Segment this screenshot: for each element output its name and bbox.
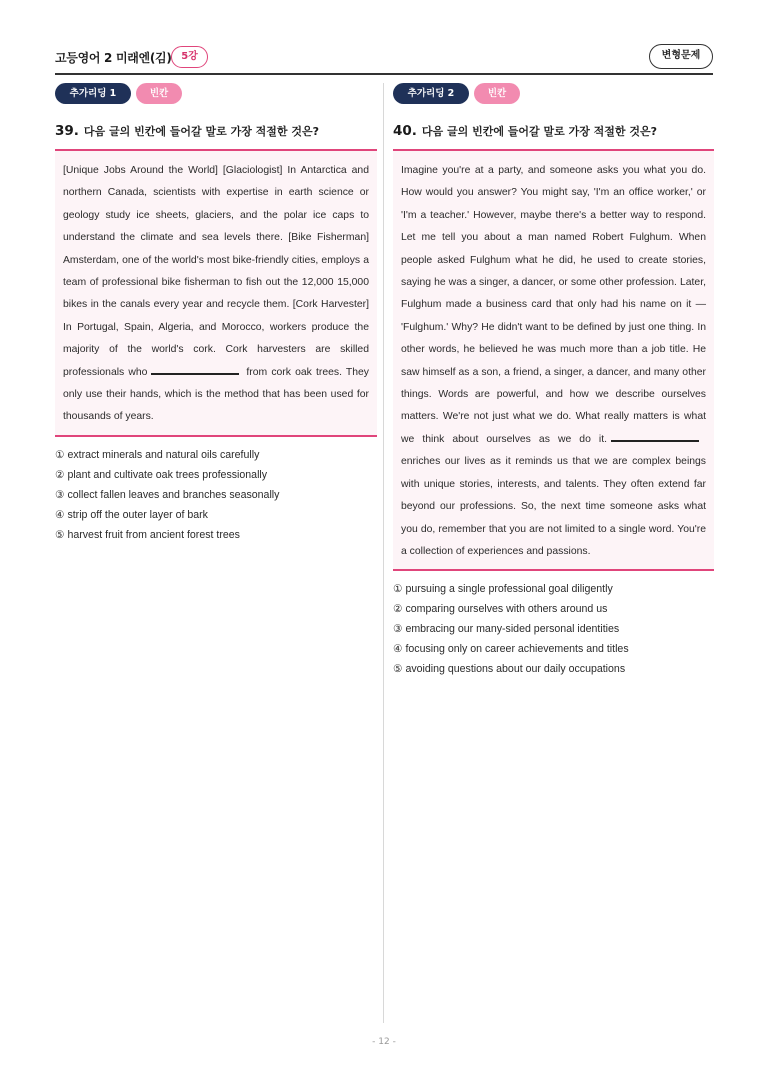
question-40-column	[393, 83, 714, 679]
category-tag: 빈칸	[474, 83, 520, 104]
passage-after-blank: from cork oak trees. They only use their hands, which is the method that has been used for thousands of years.	[63, 366, 369, 423]
option-3[interactable]: ③ embracing our many-sided personal identities	[393, 623, 620, 636]
option-2[interactable]: ② comparing ourselves with others around us	[393, 603, 608, 616]
column-divider	[383, 83, 384, 1023]
question-number: 39.	[55, 123, 79, 139]
passage-text	[401, 160, 706, 563]
option-5[interactable]: ⑤ avoiding questions about our daily occupations	[393, 663, 626, 676]
passage-box	[393, 149, 714, 571]
answer-options	[393, 579, 714, 679]
category-tag: 빈칸	[136, 83, 182, 104]
question-heading	[55, 123, 377, 141]
question-prompt: 다음 글의 빈칸에 들어갈 말로 가장 적절한 것은?	[83, 125, 320, 138]
header-title: 고등영어 2 미래엔(김)	[55, 51, 172, 65]
option-4[interactable]: ④ focusing only on career achievements and titles	[393, 643, 629, 656]
option-2[interactable]: ② plant and cultivate oak trees professionally	[55, 468, 268, 481]
reading-tag: 추가리딩 2	[393, 83, 469, 104]
question-39-column	[55, 83, 377, 545]
question-heading	[393, 123, 714, 141]
option-5[interactable]: ⑤ harvest fruit from ancient forest trees	[55, 528, 240, 541]
page-header	[55, 44, 713, 75]
lesson-badge: 5강	[171, 46, 208, 68]
option-4[interactable]: ④ strip off the outer layer of bark	[55, 508, 208, 521]
option-3[interactable]: ③ collect fallen leaves and branches seasonally	[55, 488, 280, 501]
answer-blank	[151, 366, 239, 375]
passage-box	[55, 149, 377, 437]
question-tags	[393, 83, 714, 105]
question-tags	[55, 83, 377, 105]
answer-blank	[611, 433, 699, 442]
question-prompt: 다음 글의 빈칸에 들어갈 말로 가장 적절한 것은?	[421, 125, 658, 138]
answer-options	[55, 445, 377, 545]
passage-before-blank: [Unique Jobs Around the World] [Glaciologist] In Antarctica and northern Canada, scientists with expertise in earth science or geology study ice sheets, glaciers, and the polar ice caps to understand the climate and sea levels there. [Bike Fisherman] Amsterdam, one of the world's most bike-friendly cities, employs a team of professional bike fisherman to fish out the 12,000 15,000 bikes in the canals every year and recycle them. [Cork Harvester] In Portugal, Spain, Algeria, and Morocco, workers produce the majority of the world's cork. Cork harvesters are skilled professionals who	[63, 165, 369, 378]
option-1[interactable]: ① extract minerals and natural oils carefully	[55, 448, 260, 461]
reading-tag: 추가리딩 1	[55, 83, 131, 104]
question-type-badge: 변형문제	[649, 44, 713, 69]
option-1[interactable]: ① pursuing a single professional goal diligently	[393, 583, 613, 596]
passage-after-blank: enriches our lives as it reminds us that we are complex beings with unique stories, interests, and talents. They often extend far beyond our professions. So, the next time someone asks what you do, remember that you are not limited to a single word. You're a collection of experiences and passions.	[401, 456, 706, 557]
passage-before-blank: Imagine you're at a party, and someone asks you what you do. How would you answer? You might say, 'I'm an office worker,' or 'I'm a teacher.' However, maybe there's a better way to respond. Let me tell you about a man named Robert Fulghum. When people asked Fulghum what he did, he used to create stories, saying he was a singer, a dancer, or some other profession. Later, Fulghum made a business card that only had his name on it — 'Fulghum.' Why? He didn't want to be defined by just one thing. In other words, he believed he was much more than a job title. He saw himself as a son, a friend, a singer, a dancer, and many other things. Words are powerful, and how we describe ourselves matters. We're not just what we do. What really matters is what we think about ourselves as we do it.	[401, 165, 706, 445]
passage-text	[63, 160, 369, 429]
question-number: 40.	[393, 123, 417, 139]
page-number: - 12 -	[372, 1037, 396, 1047]
